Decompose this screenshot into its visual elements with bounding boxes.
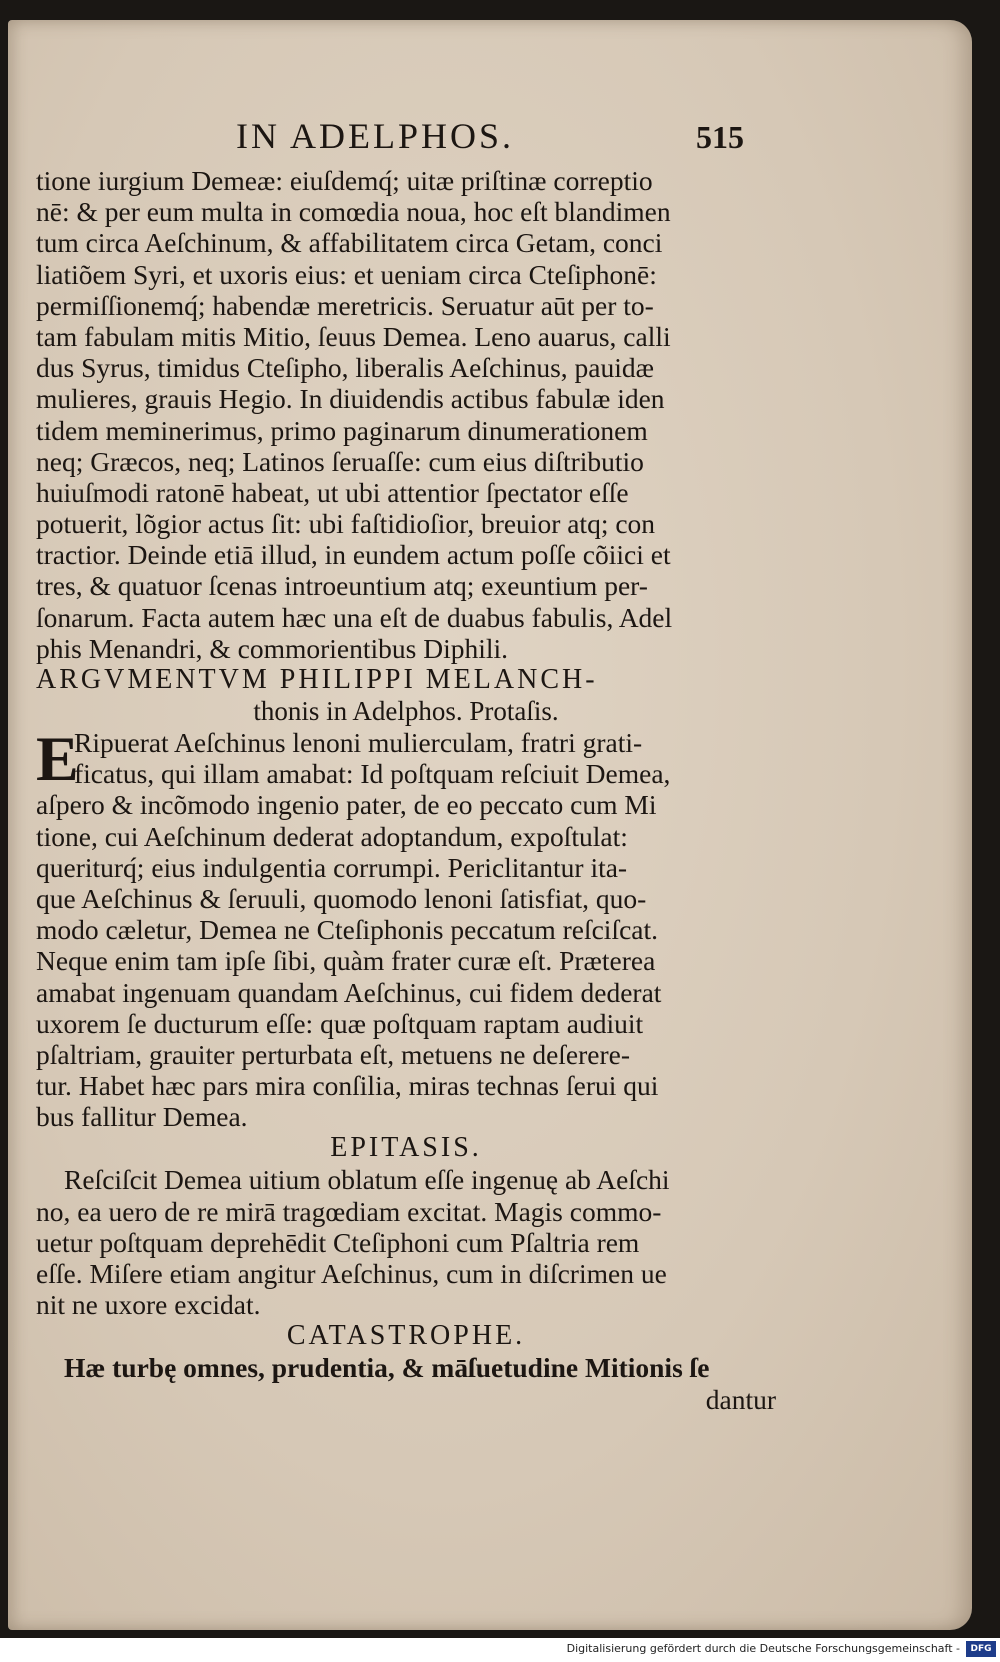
text-line: nit ne uxore excidat. (36, 1289, 261, 1321)
text-line: tur. Habet hæc pars mira conſilia, miras technas ſerui qui (36, 1070, 659, 1102)
epitasis-paragraph (36, 1164, 776, 1320)
text-line: modo cæletur, Demea ne Cteſiphonis peccatum reſciſcat. (36, 914, 659, 946)
text-line: uxorem ſe ducturum eſſe: quæ poſtquam raptam audiuit (36, 1007, 644, 1039)
dfg-logo-icon: DFG (966, 1641, 996, 1657)
protasis-paragraph (36, 723, 776, 1133)
running-head (36, 115, 776, 165)
footer (0, 1638, 1000, 1662)
text-line: eſſe. Miſere etiam angitur Aeſchinus, cum in diſcrimen ue (36, 1258, 667, 1289)
text-line: neq; Græcos, neq; Latinos ſeruaſſe: cum eius diſtributio (36, 445, 644, 477)
text-line: bus fallitur Demea. (36, 1101, 248, 1133)
text-line: amabat ingenuam quandam Aeſchinus, cui fidem dederat (36, 976, 662, 1008)
text-line: que Aeſchinus & ſeruuli, quomodo lenoni ſatisfiat, quo- (36, 882, 647, 914)
text-line: no, ea uero de re mirā tragœdiam excitat. Magis commo- (36, 1195, 662, 1227)
text-line: ficatus, qui illam amabat: Id poſtquam reſciuit Demea, (74, 758, 671, 790)
text-line: tam fabulam mitis Mitio, ſeuus Demea. Leno auarus, calli (36, 320, 671, 352)
text-line: Ripuerat Aeſchinus lenoni mulierculam, fratri grati- (74, 727, 643, 758)
text-line: Hæ turbę omnes, prudentia, & māſuetudine Mitionis ſe (64, 1352, 710, 1384)
text-line: tidem meminerimus, primo paginarum dinumerationem (36, 414, 648, 446)
intro-paragraph (36, 165, 776, 664)
text-line: ſonarum. Facta autem hæc una eſt de duabus fabulis, Adel (36, 601, 673, 633)
text-line: tione, cui Aeſchinum dederat adoptandum, expoſtulat: (36, 820, 628, 852)
text-line: aſpero & incõmodo ingenio pater, de eo peccato cum Mi (36, 789, 657, 821)
text-line: potuerit, lõgior actus ſit: ubi faſtidioſior, breuior atq; con (36, 508, 656, 540)
catastrophe-paragraph (36, 1352, 776, 1414)
running-head-title: IN ADELPHOS. (236, 116, 515, 156)
text-line: Neque enim tam ipſe ſibi, quàm frater curæ eſt. Præterea (36, 945, 656, 977)
drop-cap: E (36, 723, 79, 794)
text-line: tum circa Aeſchinum, & affabilitatem circa Getam, conci (36, 227, 663, 259)
text-line: huiuſmodi ratonē habeat, ut ubi attentior ſpectator eſſe (36, 476, 629, 508)
text-line: phis Menandri, & commorientibus Diphili. (36, 632, 509, 664)
text-line: Reſciſcit Demea uitium oblatum eſſe ingenuę ab Aeſchi (64, 1164, 670, 1196)
footer-credit: Digitalisierung gefördert durch die Deutsche Forschungsgemeinschaft - (566, 1642, 960, 1655)
book-page (8, 20, 972, 1630)
text-line: tractior. Deinde etiā illud, in eundem actum poſſe cõiici et (36, 539, 671, 571)
epitasis-heading: EPITASIS. (330, 1132, 482, 1164)
text-line: dus Syrus, timidus Cteſipho, liberalis Aeſchinus, pauidæ (36, 352, 654, 384)
text-line: uetur poſtquam deprehēdit Cteſiphoni cum Pſaltria rem (36, 1226, 640, 1258)
argumentum-subheading: thonis in Adelphos. Protaſis. (253, 696, 559, 726)
text-line: queriturq́; eius indulgentia corrumpi. Periclitantur ita- (36, 851, 628, 883)
text-line: mulieres, grauis Hegio. In diuidendis actibus fabulæ iden (36, 383, 665, 415)
text-line: permiſſionemq́; habendæ meretricis. Seruatur aūt per to- (36, 289, 654, 321)
argumentum-heading: ARGVMENTVM PHILIPPI MELANCH- (36, 664, 598, 695)
text-line: nē: & per eum multa in comœdia noua, hoc eſt blandimen (36, 196, 671, 228)
text-block (36, 115, 776, 1415)
text-line: pſaltriam, grauiter perturbata eſt, metuens ne deſerere- (36, 1038, 631, 1070)
text-line: tres, & quatuor ſcenas introeuntium atq; exeuntium per- (36, 570, 648, 602)
text-line: tione iurgium Demeæ: eiuſdemq́; uitæ priſtinæ correptio (36, 165, 653, 196)
catastrophe-heading: CATASTROPHE. (286, 1320, 526, 1352)
page-number: 515 (696, 119, 744, 155)
text-line: liatiõem Syri, et uxoris eius: et ueniam circa Cteſiphonē: (36, 258, 657, 290)
catchword: dantur (705, 1383, 776, 1415)
